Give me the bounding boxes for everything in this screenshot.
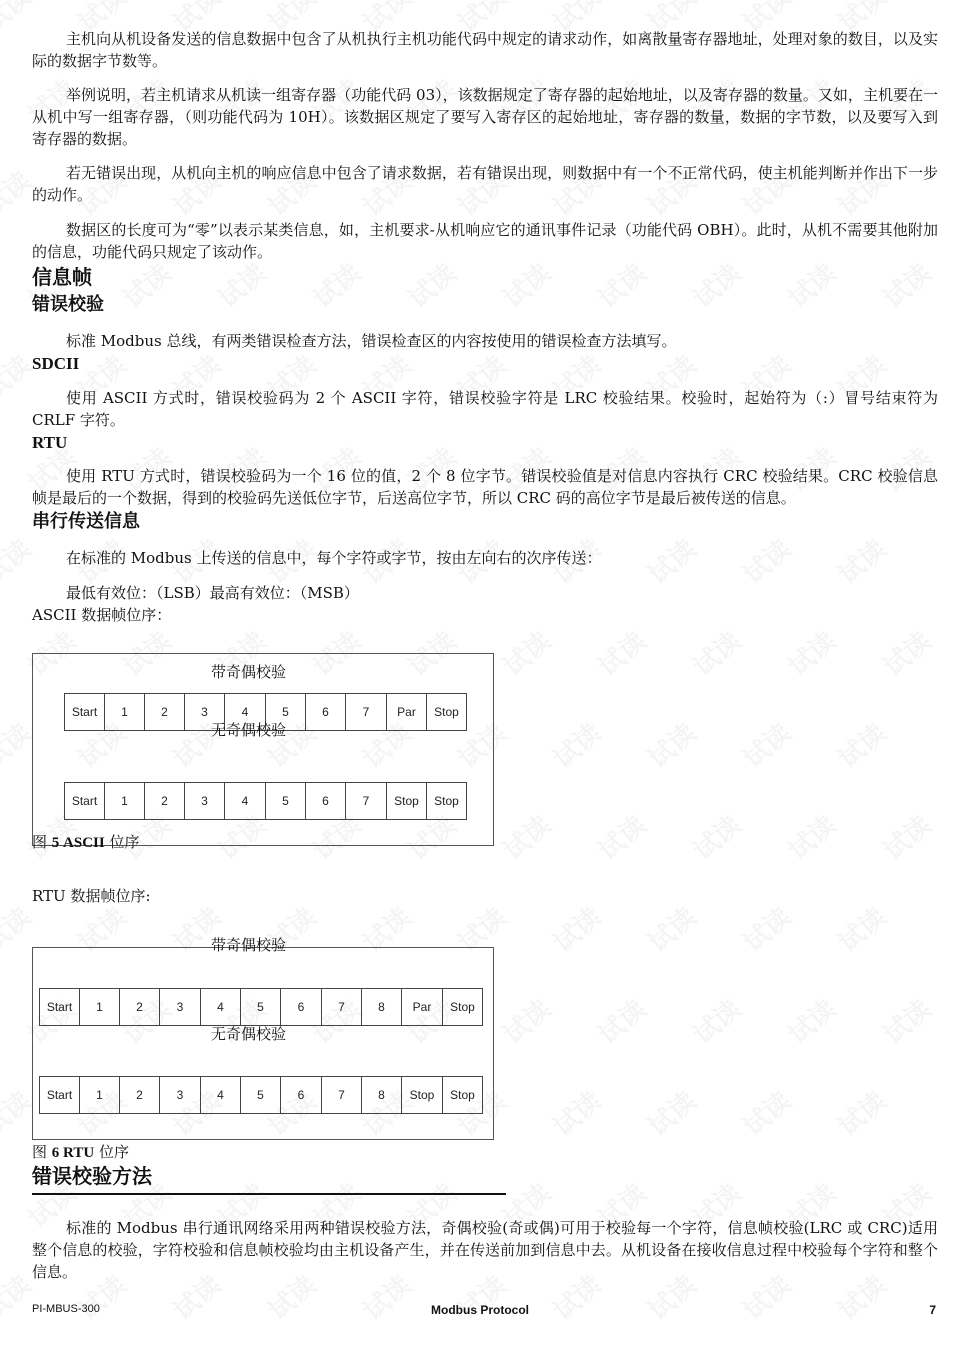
ascii-noparity-cell-6: 6: [306, 782, 346, 820]
ascii-noparity-cell-5: 5: [266, 782, 306, 820]
watermark-text: [494, 622, 558, 684]
rtu-noparity-cell-8: 8: [362, 1076, 402, 1114]
ascii-frame-order-label: ASCII 数据帧位序：: [32, 606, 172, 624]
footer-doc-id: PI-MBUS-300: [32, 1303, 100, 1315]
ascii-parity-cell-7: 7: [346, 693, 387, 731]
watermark-text: [684, 990, 748, 1052]
paragraph-error-check-method: 标准的 Modbus 串行通讯网络采用两种错误校验方法，奇偶校验(奇或偶)可用于校验每一个字符，信息帧校验(LRC 或 CRC)适用整个信息的校验，字符校验和信息帧校验均由主机设备产生，并在传送前加到信息中去。从机设备在接收信息过程中校验每个字符和整个信息。: [32, 1219, 938, 1281]
rtu-parity-cell-7: 7: [322, 988, 362, 1026]
heading-error-check: 错误校验: [32, 294, 104, 315]
rtu-no-parity-label: 无奇偶校验: [211, 1025, 287, 1043]
rtu-noparity-cell-6: 6: [281, 1076, 322, 1114]
paragraph-example: 举例说明，若主机请求从机读一组寄存器（功能代码 03），该数据规定了寄存器的起始地址，以及寄存器的数量。又如，主机要在一从机中写一组寄存器，（则功能代码为 10H）。该数据区规定了要写入寄存区的起始地址，寄存器的数量，数据的字节数，以及要写入到寄存器的数据。: [32, 86, 938, 148]
watermark-text: [779, 622, 843, 684]
watermark-text: [639, 898, 703, 960]
footer-page-number: 7: [929, 1303, 936, 1317]
watermark-text: [589, 990, 653, 1052]
rtu-parity-cell-6: 6: [281, 988, 322, 1026]
ascii-noparity-cell-1: 1: [105, 782, 145, 820]
rtu-noparity-cell-4: 4: [201, 1076, 241, 1114]
watermark-text: [734, 1082, 798, 1144]
rtu-parity-cell-8: 8: [362, 988, 402, 1026]
lsb-msb-line: 最低有效位：（LSB）最高有效位：（MSB）: [66, 584, 359, 602]
watermark-text: [874, 990, 938, 1052]
watermark-text: [829, 898, 893, 960]
rtu-parity-cell-1: 1: [80, 988, 120, 1026]
rtu-parity-cell-par: Par: [402, 988, 443, 1026]
watermark-text: [874, 806, 938, 868]
ascii-parity-label: 带奇偶校验: [211, 663, 287, 681]
watermark-text: [829, 1082, 893, 1144]
watermark-text: [734, 714, 798, 776]
watermark-text: [589, 806, 653, 868]
ascii-noparity-cell-start: Start: [64, 782, 105, 820]
rtu-parity-label: 带奇偶校验: [211, 936, 287, 954]
ascii-parity-cell-5: 5: [266, 693, 306, 731]
paragraph-bit-order: 在标准的 Modbus 上传送的信息中，每个字符或字节，按由左向右的次序传送：: [66, 549, 602, 567]
ascii-no-parity-frame: [64, 782, 467, 820]
rtu-parity-cell-stop: Stop: [443, 988, 483, 1026]
watermark-text: [684, 806, 748, 868]
rtu-noparity-cell-5: 5: [241, 1076, 281, 1114]
heading-error-check-method: 错误校验方法: [32, 1164, 152, 1188]
watermark-text: [544, 1082, 608, 1144]
rtu-parity-cell-5: 5: [241, 988, 281, 1026]
ascii-parity-cell-4: 4: [225, 693, 266, 731]
paragraph-zero-length: 数据区的长度可为“零”以表示某类信息，如，主机要求-从机响应它的通讯事件记录（功能代码 OBH）。此时，从机不需要其他附加的信息，功能代码只规定了该动作。: [32, 221, 938, 261]
ascii-parity-cell-stop: Stop: [427, 693, 467, 731]
rtu-parity-cell-2: 2: [120, 988, 160, 1026]
watermark-text: [829, 714, 893, 776]
ascii-parity-cell-3: 3: [185, 693, 225, 731]
rtu-noparity-cell-3: 3: [160, 1076, 201, 1114]
ascii-parity-cell-6: 6: [306, 693, 346, 731]
rtu-frame-order-label: RTU 数据帧位序:: [32, 887, 151, 905]
paragraph-error-check: 标准 Modbus 总线，有两类错误检查方法，错误检查区的内容按使用的错误检查方法填写。: [66, 332, 677, 350]
ascii-noparity-cell-stop-2: Stop: [427, 782, 467, 820]
watermark-text: [589, 622, 653, 684]
watermark-text: [779, 806, 843, 868]
watermark-text: [779, 990, 843, 1052]
rtu-no-parity-frame: [39, 1076, 483, 1114]
heading-rtu: RTU: [32, 433, 68, 452]
ascii-noparity-cell-4: 4: [225, 782, 266, 820]
rtu-parity-cell-4: 4: [201, 988, 241, 1026]
ascii-no-parity-label: 无奇偶校验: [211, 721, 287, 739]
ascii-noparity-cell-7: 7: [346, 782, 387, 820]
watermark-text: [874, 622, 938, 684]
watermark-text: [639, 1082, 703, 1144]
rtu-noparity-cell-1: 1: [80, 1076, 120, 1114]
ascii-noparity-cell-stop-1: Stop: [387, 782, 427, 820]
section-rule: [32, 1193, 506, 1195]
rtu-parity-cell-3: 3: [160, 988, 201, 1026]
watermark-text: [494, 806, 558, 868]
footer-title: Modbus Protocol: [431, 1303, 529, 1317]
ascii-parity-cell-par: Par: [387, 693, 427, 731]
paragraph-rtu-check: 使用 RTU 方式时，错误校验码为一个 16 位的值，2 个 8 位字节。错误校验值是对信息内容执行 CRC 校验结果。CRC 校验信息帧是最后的一个数据，得到的校验码先送低位字节，后送高位字节，所以 CRC 码的高位字节是最后被传送的信息。: [32, 467, 938, 507]
rtu-noparity-cell-2: 2: [120, 1076, 160, 1114]
ascii-parity-cell-2: 2: [145, 693, 185, 731]
rtu-noparity-cell-stop-2: Stop: [443, 1076, 483, 1114]
watermark-text: [684, 622, 748, 684]
ascii-noparity-cell-3: 3: [185, 782, 225, 820]
watermark-text: [734, 898, 798, 960]
watermark-text: [494, 990, 558, 1052]
paragraph-response: 若无错误出现，从机向主机的响应信息中包含了请求数据，若有错误出现，则数据中有一个不正常代码，使主机能判断并作出下一步的动作。: [32, 164, 938, 204]
watermark-text: [639, 714, 703, 776]
paragraph-data-content: 主机向从机设备发送的信息数据中包含了从机执行主机功能代码中规定的请求动作，如离散量寄存器地址，处理对象的数目，以及实际的数据字节数等。: [32, 30, 938, 70]
paragraph-ascii-check: 使用 ASCII 方式时，错误校验码为 2 个 ASCII 字符，错误校验字符是 LRC 校验结果。校验时，起始符为（:）冒号结束符为 CRLF 字符。: [32, 389, 938, 429]
ascii-figure-caption: 图 5 ASCII 位序: [32, 833, 140, 851]
heading-serial-transfer: 串行传送信息: [32, 511, 140, 532]
watermark-text: [544, 714, 608, 776]
ascii-parity-cell-start: Start: [64, 693, 105, 731]
ascii-noparity-cell-2: 2: [145, 782, 185, 820]
heading-sdcii: SDCII: [32, 354, 80, 373]
rtu-parity-cell-start: Start: [39, 988, 80, 1026]
rtu-noparity-cell-stop-1: Stop: [402, 1076, 443, 1114]
rtu-parity-frame: [39, 988, 483, 1026]
heading-info-frame: 信息帧: [32, 265, 92, 289]
rtu-noparity-cell-7: 7: [322, 1076, 362, 1114]
ascii-parity-cell-1: 1: [105, 693, 145, 731]
rtu-noparity-cell-start: Start: [39, 1076, 80, 1114]
watermark-text: [544, 898, 608, 960]
rtu-figure-caption: 图 6 RTU 位序: [32, 1143, 129, 1161]
